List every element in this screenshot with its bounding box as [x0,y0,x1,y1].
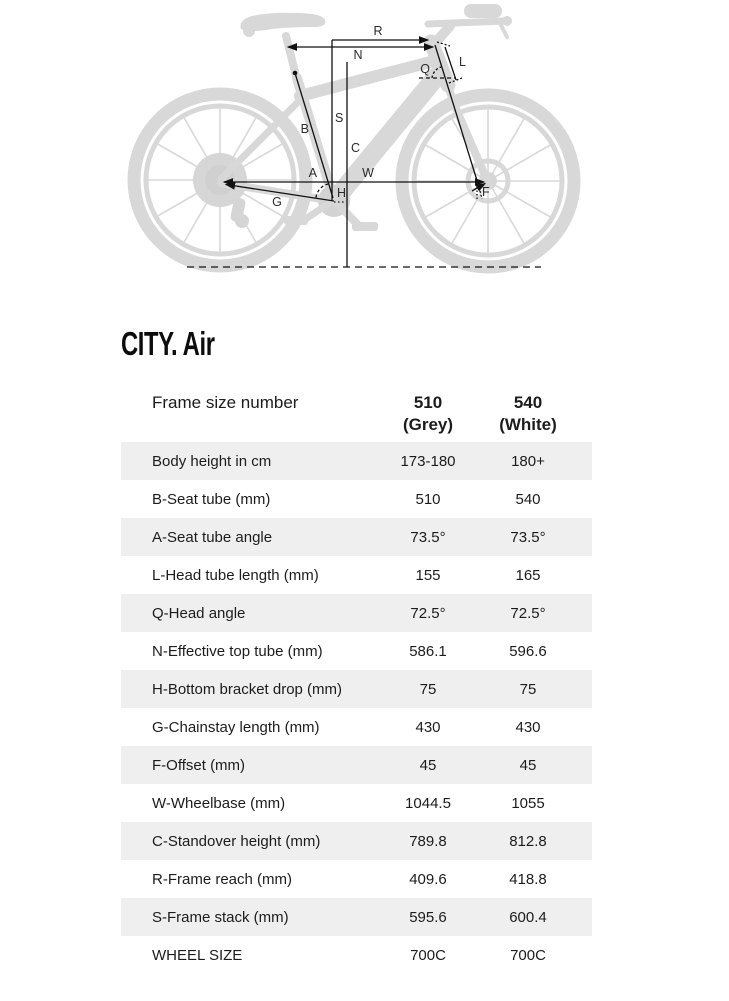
row-value: 75 [519,680,537,698]
column-header-510-grey [378,392,478,436]
row-label: L-Head tube length (mm) [152,566,319,584]
table-row-chainstay-length [121,708,592,746]
bike-geometry-diagram [0,0,729,300]
column-variant: (Grey) [402,415,454,434]
column-size: 540 [513,393,543,412]
row-value: 789.8 [409,832,447,850]
table-row-standover-height [121,822,592,860]
label-offset: F [482,185,490,199]
row-label: R-Frame reach (mm) [152,870,293,888]
row-value: 75 [419,680,437,698]
table-row-effective-top-tube [121,632,592,670]
row-label: G-Chainstay length (mm) [152,718,320,736]
row-value: 596.6 [509,642,547,660]
row-label: N-Effective top tube (mm) [152,642,323,660]
row-value: 430 [515,718,541,736]
row-label: Q-Head angle [152,604,246,622]
page-title: CITY. Air [121,325,215,362]
row-value: 540 [515,490,541,508]
label-seat-tube: B [300,122,309,136]
row-value: 510 [415,490,441,508]
table-row-seat-tube-angle [121,518,592,556]
label-chainstay: G [272,195,282,209]
row-value: 73.5° [410,528,446,546]
row-value: 73.5° [510,528,546,546]
row-value: 45 [419,756,437,774]
row-value: 173-180 [400,452,456,470]
bike-silhouette-icon [134,4,574,267]
row-value: 700C [410,946,446,964]
table-row-frame-stack [121,898,592,936]
row-value: 165 [515,566,541,584]
table-row-offset [121,746,592,784]
label-seat-angle: A [308,166,317,180]
label-bb-drop: H [337,186,347,200]
table-header-label: Frame size number [152,393,299,412]
row-value: 430 [415,718,441,736]
row-label: S-Frame stack (mm) [152,908,289,926]
row-label: W-Wheelbase (mm) [152,794,286,812]
row-label: B-Seat tube (mm) [152,490,271,508]
row-label: F-Offset (mm) [152,756,246,774]
geometry-spec-table [121,392,592,974]
column-variant: (White) [499,415,557,434]
table-row-wheelbase [121,784,592,822]
label-head-angle: Q [420,62,430,76]
row-value: 586.1 [409,642,447,660]
table-row-bottom-bracket-drop [121,670,592,708]
table-header-row [121,392,592,442]
row-value: 72.5° [410,604,446,622]
column-size: 510 [413,393,443,412]
table-row-frame-reach [121,860,592,898]
row-label: A-Seat tube angle [152,528,273,546]
table-body [121,442,592,974]
table-row-wheel-size [121,936,592,974]
label-wheelbase: W [362,166,374,180]
label-top-tube: N [353,48,363,62]
column-header-540-white [478,392,578,436]
row-value: 72.5° [510,604,546,622]
label-standover: C [351,141,361,155]
label-stack: S [335,111,344,125]
row-value: 600.4 [509,908,547,926]
table-row-head-tube-length [121,556,592,594]
row-label: H-Bottom bracket drop (mm) [152,680,343,698]
row-value: 409.6 [409,870,447,888]
row-value: 700C [510,946,546,964]
row-label: C-Standover height (mm) [152,832,321,850]
table-row-seat-tube [121,480,592,518]
label-head-tube: L [459,55,466,69]
row-value: 418.8 [509,870,547,888]
row-value: 1044.5 [405,794,451,812]
seat-tube-endpoint [293,71,298,76]
table-row-body-height [121,442,592,480]
row-value: 812.8 [509,832,547,850]
row-label: WHEEL SIZE [152,946,243,964]
row-value: 180+ [511,452,545,470]
row-value: 595.6 [409,908,447,926]
row-label: Body height in cm [152,452,272,470]
table-row-head-angle [121,594,592,632]
label-reach: R [373,24,383,38]
row-value: 155 [415,566,441,584]
row-value: 45 [519,756,537,774]
row-value: 1055 [511,794,545,812]
